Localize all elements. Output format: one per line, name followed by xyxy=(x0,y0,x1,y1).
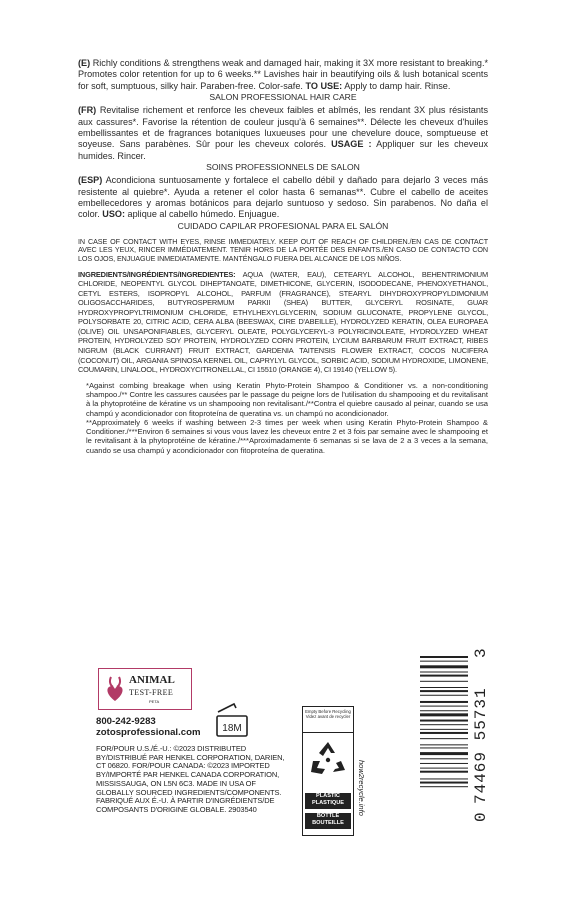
french-tag: (FR) xyxy=(78,105,97,116)
spanish-paragraph xyxy=(78,175,488,221)
pao-text: 18M xyxy=(222,723,242,734)
english-tag: (E) xyxy=(78,58,91,68)
recycle-instruction: Empty Before Recycling Videz avant de recycler xyxy=(303,707,353,733)
plastic-label: PLASTIC PLASTIQUE xyxy=(305,793,351,809)
spanish-tag: (ESP) xyxy=(78,175,103,186)
animal-logo-line3: PETA xyxy=(149,699,160,704)
spanish-heading: CUIDADO CAPILAR PROFESIONAL PARA EL SALÓN xyxy=(177,220,389,231)
french-usage-label: USAGE : xyxy=(331,139,372,150)
website: zotosprofessional.com xyxy=(96,727,201,738)
contact-block xyxy=(96,716,200,738)
footnote-2: **Approximately 6 weeks if washing between 2-3 times per week when using Keratin Phyto-Protein Shampoo & Conditioner./***Environ 6 semaines si vous vous lavez les cheveux entre 2 et 3 fois par semaine avec le shampooing et le revitalisant à la phytoprotéine de kératine./***Aproximadamente 6 semanas si se lava de 2 a 3 veces a la semana, cuando se usa champú y acondicionador con fitoproteína de queratina. xyxy=(86,417,488,455)
pao-icon xyxy=(214,700,252,740)
barcode-left-digit: 0 xyxy=(472,811,490,822)
spanish-body: Acondiciona suntuosamente y fortalece el cabello débil y dañado para dejarlo 3 veces más resistente al quiebre*. Ayuda a retener el color hasta 6 semanas**. Cubre el cabello de aceites embellecedores y aromas botánicos para dejarlo suntuoso y sedoso. Sin parabenos. No daña el color. xyxy=(78,175,488,220)
footnotes xyxy=(78,381,488,455)
bottle-label: BOTTLE BOUTEILLE xyxy=(305,813,351,829)
barcode-right-digit: 3 xyxy=(472,647,490,658)
warning-text: IN CASE OF CONTACT WITH EYES, RINSE IMMEDIATELY. KEEP OUT OF REACH OF CHILDREN./EN CAS DE CONTACT AVEC LES YEUX, RINCER IMMÉDIATEMENT. TENIR HORS DE LA PORTÉE DES ENFANTS./EN CASO DE CONTACTO CON LOS OJOS, ENJUAGUE INMEDIATAMENTE. MANTÉNGALO FUERA DEL ALCANCE DE LOS NIÑOS. xyxy=(78,236,488,264)
french-paragraph xyxy=(78,105,488,162)
footnote-1: *Against combing breakage when using Keratin Phyto-Protein Shampoo & Conditioner vs. a non-conditioning shampoo./** Contre les cassures causées par le passage du peigne lors de l'utilisation du shampooing et du revitalisant à la phytoprotéine de kératine vs un shampooing non revitalisant./**Contra el quiebre causado al peinar, cuando se usa champú y acondicionador con fitoproteína de queratina vs. un champú no acondicionador. xyxy=(86,380,488,418)
english-to-use: Apply to damp hair. Rinse. xyxy=(344,80,451,91)
english-to-use-label: TO USE: xyxy=(305,80,343,91)
animal-test-free-logo xyxy=(98,668,192,710)
animal-logo-line1: ANIMAL xyxy=(129,674,175,686)
recycling-label xyxy=(302,706,354,836)
english-body: Richly conditions & strengthens weak and damaged hair, making it 3X more resistant to breaking.* Promotes color retention for up to 6 weeks.** Lavishes hair in beautifying oils & lush botanical scents for soft, sumptuous, silky hair. Paraben-free. Color-safe. xyxy=(78,58,489,91)
barcode-middle-digits: 74469 55731 xyxy=(472,687,490,804)
label-text-block xyxy=(78,58,488,455)
phone-number: 800-242-9283 xyxy=(96,716,156,727)
ingredients-paragraph xyxy=(78,270,488,375)
legal-text: FOR/POUR U.S./É.-U.: ©2023 DISTRIBUTED BY/DISTRIBUÉ PAR HENKEL CORPORATION, DARIEN, CT 06820. FOR/POUR CANADA: ©2023 IMPORTED BY/IMPORTÉ PAR HENKEL CANADA CORPORATION, MISSISSAUGA, ON L5N 6C3. MADE IN USA OF GLOBALLY SOURCED INGREDIENTS/COMPONENTS. FABRIQUÉ AUX É.-U. À PARTIR D'INGRÉDIENTS/DE COMPOSANTS D'ORIGINE GLOBALE. 2903540 xyxy=(96,744,285,814)
english-heading: SALON PROFESSIONAL HAIR CARE xyxy=(209,92,357,103)
animal-logo-line2: TEST-FREE xyxy=(129,688,174,697)
french-usage: Appliquer sur les cheveux humides. Rincer. xyxy=(78,139,488,161)
spanish-uso-label: USO: xyxy=(102,209,126,220)
ingredients-label: INGREDIENTS/INGRÉDIENTS/INGREDIENTES: xyxy=(78,269,236,279)
barcode-bars xyxy=(420,654,468,838)
spanish-uso: aplique al cabello húmedo. Enjuague. xyxy=(127,209,280,220)
ingredients-list: AQUA (WATER, EAU), CETEARYL ALCOHOL, BEHENTRIMONIUM CHLORIDE, NEOPENTYL GLYCOL DIHEPTANOATE, DIMETHICONE, GLYCERIN, ISODODECANE, PHENOXYETHANOL, CETYL ESTERS, ISOPROPYL ALCOHOL, PARFUM (FRAGRANCE), STEARYL DIHYDROXYPROPYLDIMONIUM OLIGOSACCHARIDES, BUTYROSPERMUM PARKII (SHEA) BUTTER, GLYCERYL ROSINATE, GUAR HYDROXYPROPYLTRIMONIUM CHLORIDE, ETHYLHEXYLGLYCERIN, SODIUM GLUCONATE, PROPYLENE GLYCOL, POLYSORBATE 20, CITRIC ACID, CERA ALBA (BEESWAX, CIRE D'ABEILLE), HYDROLYZED KERATIN, OLEA EUROPAEA (OLIVE) OIL UNSAPONIFIABLES, GLYCERYL OLEATE, POLYGLYCERYL-3 POLYRICINOLEATE, HYDROLYZED WHEAT PROTEIN, HYDROLYZED SOY PROTEIN, HYDROLYZED CORN PROTEIN, LYCIUM BARBARUM FRUIT EXTRACT, RIBES NIGRUM (BLACK CURRANT) FRUIT EXTRACT, GARDENIA TAITENSIS FLOWER EXTRACT, COCOS NUCIFERA (COCONUT) OIL, ARGANIA SPINOSA KERNEL OIL, CAPRYLYL GLYCOL, SORBIC ACID, SODIUM HYDROXIDE, LIMONENE, COUMARIN, LINALOOL, HYDROXYCITRONELLAL, CI 15510 (ORANGE 4), CI 19140 (YELLOW 5). xyxy=(78,269,488,375)
french-heading: SOINS PROFESSIONNELS DE SALON xyxy=(206,162,360,173)
french-body: Revitalise richement et renforce les cheveux faibles et abîmés, les rendant 3X plus résistants aux cassures*. Favorise la rétention de couleur jusqu'à 6 semaines**. Délecte les cheveux d'huiles embellissantes et de fragrances botaniques luxueuses pour une chevelure douce, somptueuse et soyeuse. Sans parabènes. Sûr pour les cheveux colorés. xyxy=(78,105,488,150)
bunny-heart-icon xyxy=(105,675,125,703)
english-paragraph xyxy=(78,58,488,92)
how2recycle-url: how2recycle.info xyxy=(357,760,366,816)
recycle-icon xyxy=(308,739,348,777)
